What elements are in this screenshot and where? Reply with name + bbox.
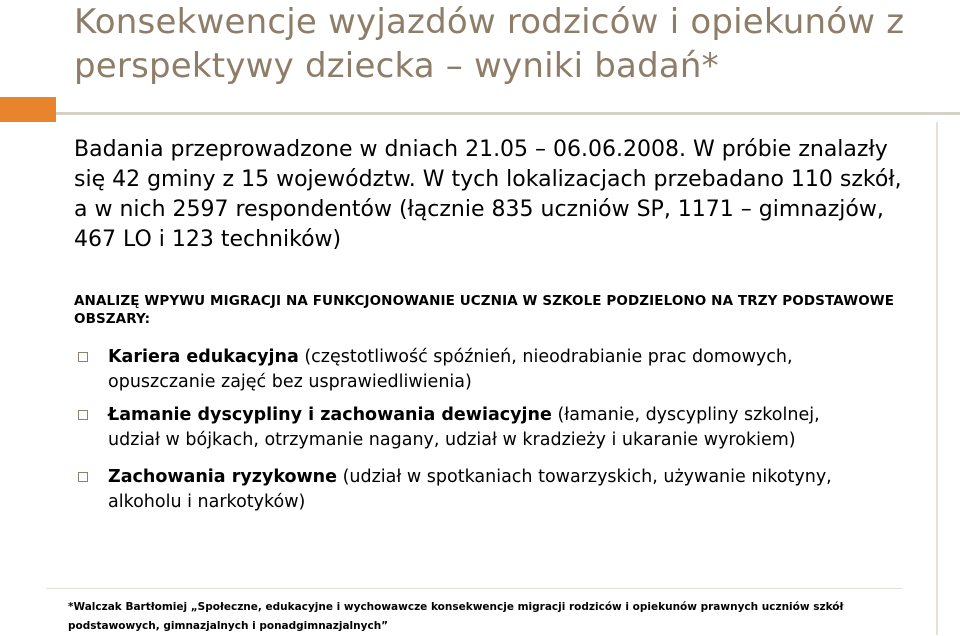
title-divider [56, 112, 960, 115]
area-description: (udział w spotkaniach towarzyskich, używanie nikotyny, alkoholu i narkotyków) [108, 467, 832, 512]
area-name: Kariera edukacyjna [108, 347, 299, 367]
footnote-divider [46, 588, 902, 589]
area-item-risk [74, 465, 864, 515]
area-description: (częstotliwość spóźnień, nieodrabianie prac domowych, opuszczanie zajęć bez usprawiedliwienia) [108, 347, 793, 392]
section-heading: ANALIZĘ WPYWU MIGRACJI NA FUNKCJONOWANIE UCZNIA W SZKOLE PODZIELONO NA TRZY PODSTAWOWE OBSZARY: [74, 293, 895, 327]
square-bullet-icon [78, 352, 88, 362]
study-description: Badania przeprowadzone w dniach 21.05 – 06.06.2008. W próbie znalazły się 42 gminy z 15 województw. W tych lokalizacjach przebadano 110 szkół, a w nich 2597 respondentów (łącznie 835 uczniów SP, 1171 – gimnazjów, 467 LO i 123 techników) [74, 137, 902, 252]
square-bullet-icon [78, 472, 88, 482]
area-description: (łamanie, dyscypliny szkolnej, udział w bójkach, otrzymanie nagany, udział w kradzieży i ukaranie wyrokiem) [108, 405, 820, 450]
area-name: Łamanie dyscypliny i zachowania dewiacyjne [108, 405, 552, 425]
area-name: Zachowania ryzykowne [108, 467, 338, 487]
square-bullet-icon [78, 410, 88, 420]
area-item-education [74, 345, 864, 395]
footnote-citation: *Walczak Bartłomiej „Społeczne, edukacyjne i wychowawcze konsekwencje migracji rodziców i opiekunów prawnych uczniów szkół podstawowych, gimnazjalnych i ponadgimnazjalnych” [68, 601, 844, 632]
area-item-discipline [74, 403, 864, 453]
slide-title: Konsekwencje wyjazdów rodziców i opiekunów z perspektywy dziecka – wyniki badań* [74, 2, 905, 86]
accent-square [0, 97, 56, 122]
areas-list [74, 345, 864, 523]
right-margin-rule [936, 122, 938, 635]
